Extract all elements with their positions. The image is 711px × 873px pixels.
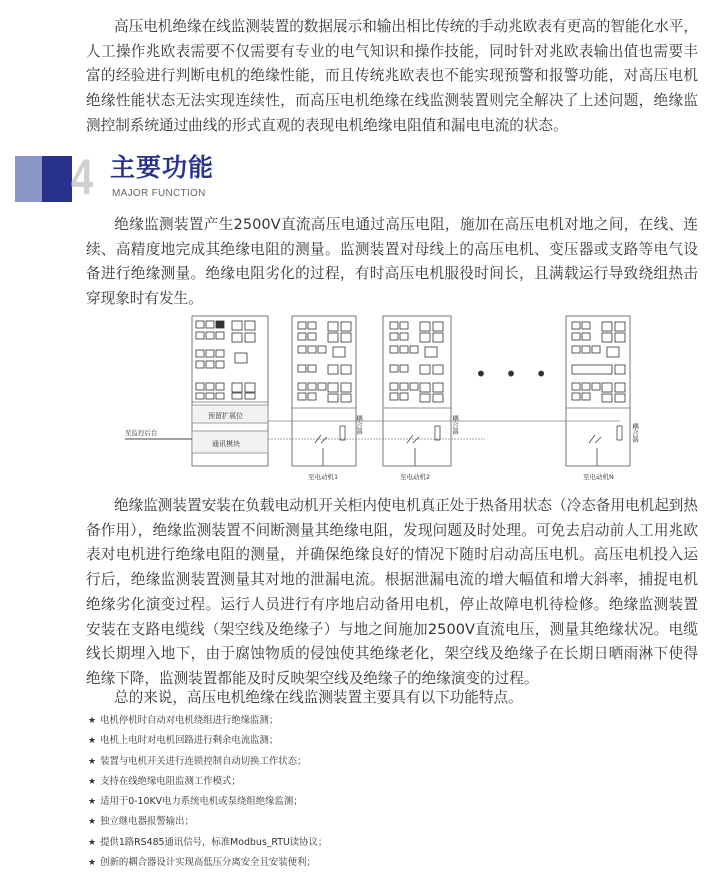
list-item	[88, 711, 688, 731]
cabinet-2	[292, 316, 356, 466]
feature-list	[88, 711, 688, 873]
list-item	[88, 812, 688, 832]
list-item	[88, 833, 688, 853]
coupler-label-2: 耦合器	[451, 415, 459, 435]
feature-text: 电机停机时自动对电机绕组进行绝缘监测；	[100, 715, 279, 726]
motor-label-1: 至电动机1	[308, 473, 339, 481]
list-item	[88, 853, 688, 873]
section-heading	[15, 149, 255, 208]
meter-group-1	[196, 321, 255, 399]
motor-label-n: 至电动机N	[583, 473, 614, 481]
list-item	[88, 731, 688, 751]
cabinet-1	[192, 316, 268, 466]
star-icon: ★	[88, 858, 97, 869]
feature-text: 装置与电机开关进行连锁控制自动切换工作状态；	[100, 755, 307, 767]
comm-module-label: 通讯模块	[212, 440, 240, 448]
list-item	[88, 752, 688, 772]
install-text: 绝缘监测装置安装在负载电动机开关柜内使电机真正处于热备用状态（冷态备用电机起到热备作用），绝缘监测装置不间断测量其绝缘电阻，发现问题及时处理。可免去启动前人工用兆欧表对电机进行绝缘电阻的测量，并确保绝缘良好的情况下随时启动高压电机。高压电机投入运行后，绝缘监测装置测量其对地的泄漏电流。根据泄漏电流的增大幅值和增大斜率，捕捉电机绝缘劣化演变过程。运行人员进行有序地启动备用电机，停止故障电机待检修。绝缘监测装置安装在支路电缆线（架空线及绝缘子）与地之间施加2500V直流电压，测量其绝缘状况。电缆线长期埋入地下，由于腐蚀物质的侵蚀使其绝缘老化，架空线及绝缘子在长期日晒雨淋下使得绝缘下降，监测装置都能及时反映架空线及绝缘子的绝缘演变的过程。	[86, 497, 698, 687]
star-icon: ★	[88, 837, 97, 848]
wiring-diagram	[115, 313, 645, 493]
feature-text: 提供1路RS485通讯信号，标准Modbus_RTU读协议；	[100, 836, 328, 848]
intro-text: 高压电机绝缘在线监测装置的数据展示和输出相比传统的手动兆欧表有更高的智能化水平，人工操作兆欧表需要不仅需要有专业的电气知识和操作技能，同时针对兆欧表输出值也需要丰富的经验进行判断电机的绝缘性能，而且传统兆欧表也不能实现预警和报警功能，对高压电机绝缘性能状态无法实现连续性，而高压电机绝缘在线监测装置则完全解决了上述问题，绝缘监测控制系统通过曲线的形式直观的表现电机绝缘电阻值和漏电电流的状态。	[86, 18, 698, 134]
cabinet-3	[383, 316, 451, 466]
star-icon: ★	[88, 716, 97, 726]
function-paragraph	[86, 213, 698, 312]
coupler-label-n: 耦合器	[631, 423, 639, 443]
coupler-label-1: 耦合器	[355, 415, 363, 435]
feature-text: 电机上电时对电机回路进行剩余电流监测；	[100, 735, 279, 747]
star-icon: ★	[88, 817, 97, 828]
summary-text: 总的来说，高压电机绝缘在线监测装置主要具有以下功能特点。	[114, 689, 523, 706]
feature-text: 创新的耦合器设计实现高低压分离安全且安装便利；	[100, 857, 316, 869]
ellipsis-dots: • • •	[475, 362, 554, 386]
feature-text: 支持在线绝缘电阻监测工作模式；	[100, 775, 241, 787]
function-text: 绝缘监测装置产生2500V直流高压电通过高压电阻，施加在高压电机对地之间，在线、连续、高精度地完成其绝缘电阻的测量。监测装置对母线上的高压电机、变压器或支路等电气设备进行绝缘测量。绝缘电阻劣化的过程，有时高压电机服役时间长，且满载运行导致绕组热击穿现象时有发生。	[86, 216, 698, 308]
summary-paragraph	[86, 686, 698, 711]
expansion-slot-label: 预留扩展位	[208, 412, 243, 420]
section-subtitle: MAJOR FUNCTION	[112, 188, 206, 199]
heading-bar-dark	[42, 156, 72, 202]
section-title: 主要功能	[110, 153, 215, 182]
cabinet-n	[566, 316, 630, 466]
heading-bar-light	[15, 156, 45, 202]
star-icon: ★	[88, 797, 97, 808]
star-icon: ★	[88, 756, 97, 767]
star-icon: ★	[88, 776, 97, 787]
motor-label-2: 至电动机2	[400, 473, 431, 481]
section-number: 4	[71, 149, 94, 205]
list-item	[88, 772, 688, 792]
intro-paragraph	[86, 15, 698, 139]
feature-text: 适用于0-10KV电力系统电机或泵绕组绝缘监测；	[100, 796, 303, 808]
list-item	[88, 792, 688, 812]
star-icon: ★	[88, 736, 97, 747]
install-paragraph	[86, 494, 698, 692]
feature-text: 独立继电器报警输出；	[100, 816, 194, 828]
monitor-label: 至监控后台	[125, 429, 158, 437]
